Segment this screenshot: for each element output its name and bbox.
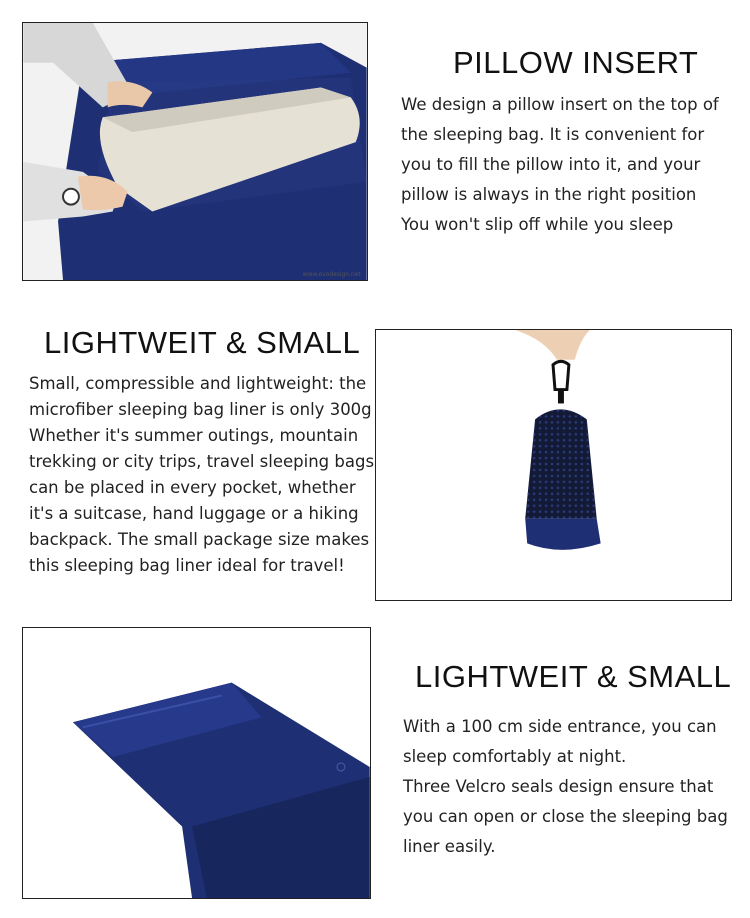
section2-line: it's a suitcase, hand luggage or a hiking xyxy=(29,504,359,523)
section2-line: Small, compressible and lightweight: the xyxy=(29,374,367,393)
section3-line: liner easily. xyxy=(403,837,496,856)
side-entrance-photo xyxy=(22,627,371,899)
section1-description xyxy=(401,90,719,240)
section3-line: you can open or close the sleeping bag xyxy=(403,807,728,826)
section2-line: can be placed in every pocket, whether xyxy=(29,478,356,497)
pillow-insert-photo xyxy=(22,22,368,281)
section1-line: pillow is always in the right position xyxy=(401,185,697,204)
section1-line: you to fill the pillow into it, and your xyxy=(401,155,701,174)
section3-line: Three Velcro seals design ensure that xyxy=(403,777,714,796)
stuff-sack-illustration xyxy=(376,330,731,600)
section3-line: With a 100 cm side entrance, you can xyxy=(403,717,717,736)
section3-title: LIGHTWEIT & SMALL xyxy=(415,659,732,694)
section2-line: backpack. The small package size makes xyxy=(29,530,370,549)
side-entrance-illustration xyxy=(23,628,370,898)
section1-title: PILLOW INSERT xyxy=(453,45,699,80)
section2-title: LIGHTWEIT & SMALL xyxy=(44,325,361,360)
stuff-sack-photo xyxy=(375,329,732,601)
photo-watermark: www.evodesign.net xyxy=(302,271,361,279)
pillow-photo-illustration xyxy=(23,23,367,280)
section1-line: You won't slip off while you sleep xyxy=(401,215,674,234)
section2-line: Whether it's summer outings, mountain xyxy=(29,426,359,445)
section2-description xyxy=(29,371,374,579)
section1-line: the sleeping bag. It is convenient for xyxy=(401,125,705,144)
section2-line: trekking or city trips, travel sleeping bags xyxy=(29,452,375,471)
section2-line: microfiber sleeping bag liner is only 300g xyxy=(29,400,372,419)
section1-line: We design a pillow insert on the top of xyxy=(401,95,719,114)
section3-line: sleep comfortably at night. xyxy=(403,747,627,766)
section2-line: this sleeping bag liner ideal for travel! xyxy=(29,556,345,575)
section3-description xyxy=(403,712,728,862)
